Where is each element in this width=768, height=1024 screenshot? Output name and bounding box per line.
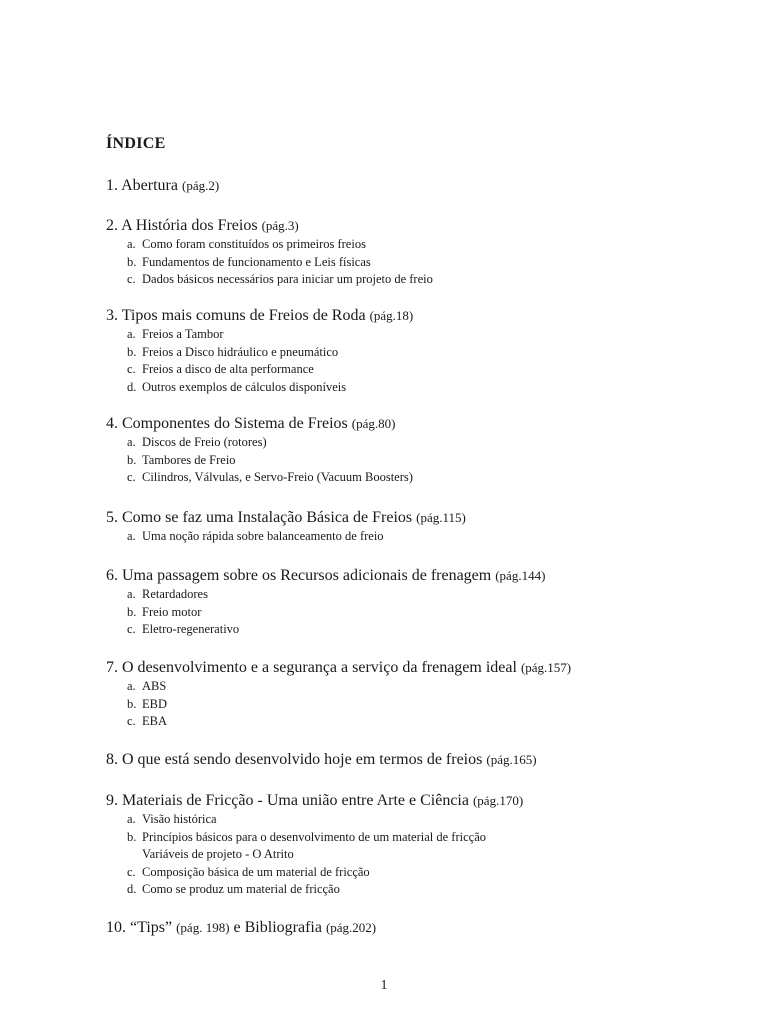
list-item: a. Visão histórica <box>127 812 217 826</box>
section-number: 9. <box>106 792 118 809</box>
section-title: Materiais de Fricção - Uma união entre Arte e Ciência <box>122 792 469 809</box>
section-number: 8. <box>106 751 118 768</box>
list-item: b. Princípios básicos para o desenvolvimento de um material de fricção <box>127 829 486 844</box>
list-item: a. Freios a Tambor <box>127 327 224 341</box>
list-item: c. Cilindros, Válvulas, e Servo-Freio (Vacuum Boosters) <box>127 470 413 484</box>
section-heading <box>106 414 413 434</box>
section-page-ref: (pág.115) <box>416 510 466 525</box>
section-number: 4. <box>106 415 118 432</box>
list-item: b. EBD <box>127 696 167 711</box>
section-heading <box>106 176 219 196</box>
section-number: 5. <box>106 509 118 526</box>
list-item: c. Eletro-regenerativo <box>127 622 240 636</box>
toc-section-3 <box>106 306 413 396</box>
section-title: Componentes do Sistema de Freios <box>122 415 348 432</box>
list-item: d. Como se produz um material de fricção <box>127 882 340 896</box>
list-item: b. Fundamentos de funcionamento e Leis físicas <box>127 254 371 269</box>
toc-section-1 <box>106 176 219 196</box>
section-number: 10. <box>106 919 126 936</box>
toc-section-6 <box>106 566 545 639</box>
section-heading <box>106 658 571 678</box>
section-heading <box>106 791 523 811</box>
section-page-ref: (pág.170) <box>472 793 524 808</box>
toc-section-2 <box>106 216 433 289</box>
list-item: c. EBA <box>127 714 167 728</box>
toc-section-7 <box>106 658 571 731</box>
section-title-secondary: e Bibliografia <box>233 919 322 936</box>
list-item: a. Discos de Freio (rotores) <box>127 435 267 449</box>
section-page-ref: (pág.165) <box>486 752 537 767</box>
toc-section-5 <box>106 508 466 546</box>
list-item: a. Como foram constituídos os primeiros freios <box>127 237 366 251</box>
section-page-ref: (pág.144) <box>495 568 546 583</box>
section-page-ref: (pág.3) <box>261 218 299 233</box>
section-heading <box>106 306 413 326</box>
section-heading <box>106 566 545 586</box>
list-item: a. ABS <box>127 679 167 693</box>
section-title: Como se faz uma Instalação Básica de Freios <box>122 509 413 526</box>
page-title: ÍNDICE <box>106 135 166 152</box>
toc-section-10 <box>106 918 376 938</box>
toc-section-8 <box>106 750 537 770</box>
section-number: 7. <box>106 659 118 676</box>
list-item: b. Freios a Disco hidráulico e pneumático <box>127 344 339 359</box>
section-heading <box>106 918 376 938</box>
section-heading <box>106 750 537 770</box>
list-item: Variáveis de projeto - O Atrito <box>142 847 294 861</box>
section-page-ref: (pág.80) <box>351 416 396 431</box>
list-item: a. Retardadores <box>127 587 208 601</box>
section-number: 2. <box>106 217 118 234</box>
section-page-ref: (pág.18) <box>369 308 414 323</box>
section-title: Uma passagem sobre os Recursos adicionais de frenagem <box>122 567 492 584</box>
section-title: Tipos mais comuns de Freios de Roda <box>121 307 366 324</box>
section-title: “Tips” <box>130 919 173 936</box>
list-item: b. Freio motor <box>127 604 202 619</box>
section-title: Abertura <box>121 177 178 194</box>
section-page-ref: (pág.157) <box>520 660 572 675</box>
list-item: c. Freios a disco de alta performance <box>127 362 314 376</box>
list-item: c. Composição básica de um material de fricção <box>127 864 370 879</box>
section-title: O desenvolvimento e a segurança a serviço da frenagem ideal <box>122 659 517 676</box>
toc-section-9 <box>106 791 523 899</box>
list-item: b. Tambores de Freio <box>127 452 236 467</box>
section-number: 1. <box>106 177 118 194</box>
page-number: 1 <box>380 978 388 993</box>
list-item: a. Uma noção rápida sobre balanceamento de freio <box>127 529 384 543</box>
section-heading <box>106 508 466 528</box>
list-item: d. Outros exemplos de cálculos disponíveis <box>127 379 347 394</box>
section-number: 6. <box>106 567 118 584</box>
toc-section-4 <box>106 414 413 487</box>
section-title: A História dos Freios <box>121 217 258 234</box>
section-page-ref-secondary: (pág.202) <box>325 920 377 935</box>
section-title: O que está sendo desenvolvido hoje em termos de freios <box>122 751 483 768</box>
section-page-ref: (pág. 198) <box>176 920 230 935</box>
section-page-ref: (pág.2) <box>181 178 220 193</box>
section-number: 3. <box>106 307 118 324</box>
section-heading <box>106 216 433 236</box>
list-item: c. Dados básicos necessários para iniciar um projeto de freio <box>127 272 433 286</box>
